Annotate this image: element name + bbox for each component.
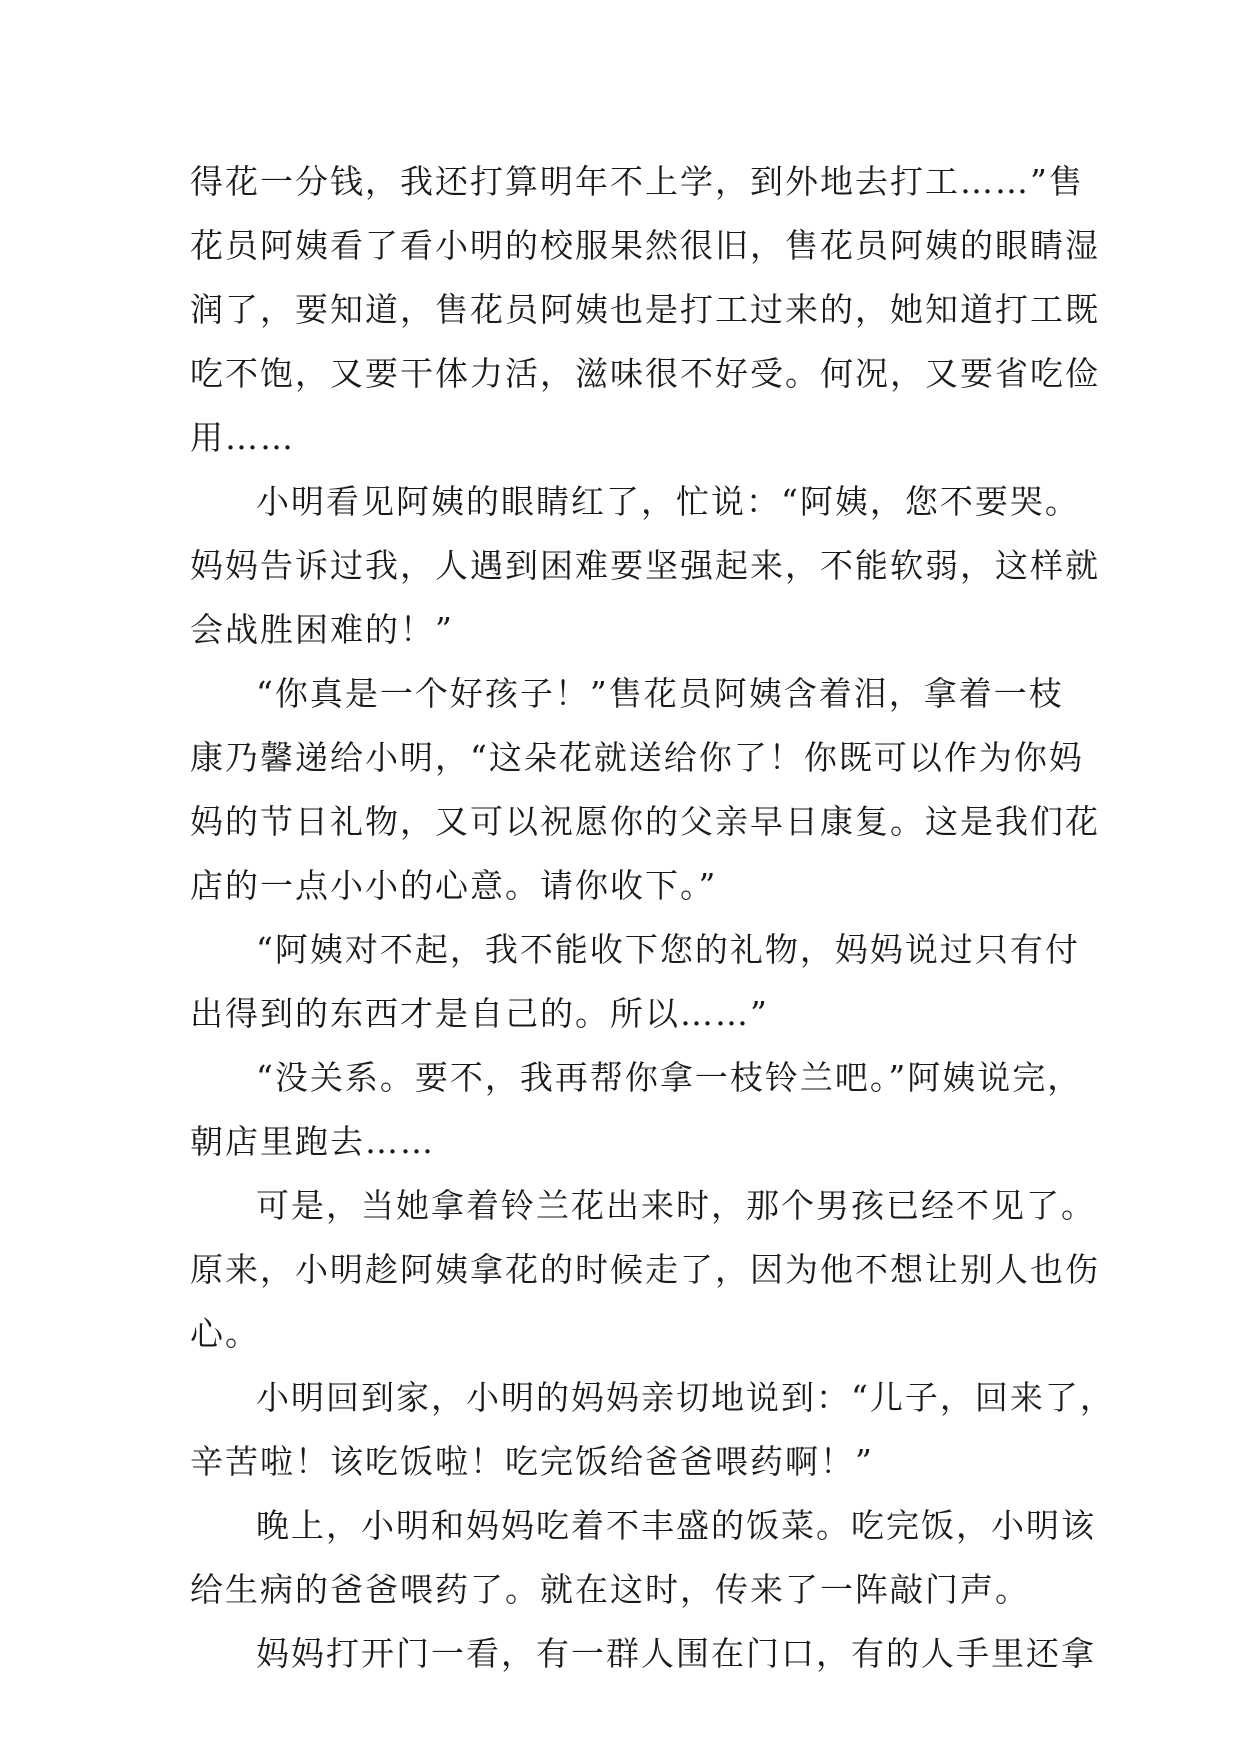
text-line: 润了，要知道，售花员阿姨也是打工过来的，她知道打工既 — [190, 290, 1100, 329]
text-line: 用…… — [190, 418, 295, 457]
text-line: 妈妈告诉过我，人遇到困难要坚强起来，不能软弱，这样就 — [190, 546, 1100, 585]
text-line: 会战胜困难的！” — [190, 610, 454, 649]
text-line: 辛苦啦！该吃饭啦！吃完饭给爸爸喂药啊！” — [190, 1442, 874, 1481]
text-line: 吃不饱，又要干体力活，滋味很不好受。何况，又要省吃俭 — [190, 354, 1100, 393]
paragraph-first-line: 小明回到家，小明的妈妈亲切地说到：“儿子，回来了， — [256, 1378, 1115, 1417]
paragraph-first-line: “你真是一个好孩子！”售花员阿姨含着泪，拿着一枝 — [256, 674, 1064, 713]
paragraph-first-line: 妈妈打开门一看，有一群人围在门口，有的人手里还拿 — [256, 1634, 1096, 1673]
paragraph-first-line: 小明看见阿姨的眼睛红了，忙说：“阿姨，您不要哭。 — [256, 482, 1080, 521]
text-line: 出得到的东西才是自己的。所以……” — [190, 994, 769, 1033]
text-line: 心。 — [190, 1314, 260, 1353]
text-line: 妈的节日礼物，又可以祝愿你的父亲早日康复。这是我们花 — [190, 802, 1100, 841]
text-line: 给生病的爸爸喂药了。就在这时，传来了一阵敲门声。 — [190, 1570, 1030, 1609]
text-line: 花员阿姨看了看小明的校服果然很旧，售花员阿姨的眼睛湿 — [190, 226, 1100, 265]
paragraph-first-line: 晚上，小明和妈妈吃着不丰盛的饭菜。吃完饭，小明该 — [256, 1506, 1096, 1545]
text-line: 康乃馨递给小明，“这朵花就送给你了！你既可以作为你妈 — [190, 738, 1084, 777]
story-text — [190, 150, 1115, 1686]
text-line: 店的一点小小的心意。请你收下。” — [190, 866, 718, 905]
paragraph-first-line: 可是，当她拿着铃兰花出来时，那个男孩已经不见了。 — [256, 1186, 1096, 1225]
text-line: 朝店里跑去…… — [190, 1122, 435, 1161]
paragraph-first-line: “没关系。要不，我再帮你拿一枝铃兰吧。”阿姨说完， — [256, 1058, 1083, 1097]
text-line: 得花一分钱，我还打算明年不上学，到外地去打工……”售 — [190, 162, 1084, 201]
paragraph-first-line: “阿姨对不起，我不能收下您的礼物，妈妈说过只有付 — [256, 930, 1080, 969]
text-line: 原来，小明趁阿姨拿花的时候走了，因为他不想让别人也伤 — [190, 1250, 1100, 1289]
